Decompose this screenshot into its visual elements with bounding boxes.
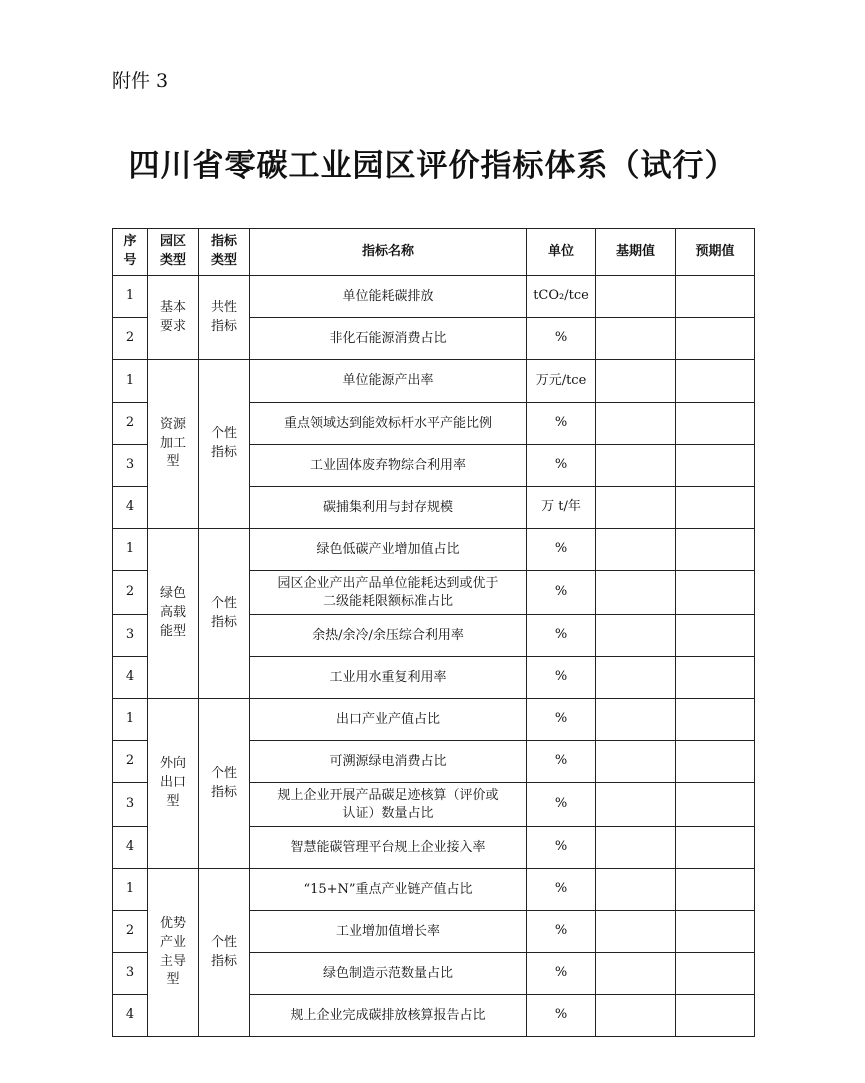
cell-target-value[interactable] bbox=[676, 445, 755, 487]
cell-indicator-name: 非化石能源消费占比 bbox=[250, 318, 527, 360]
cell-base-value[interactable] bbox=[596, 529, 676, 571]
cell-indicator-name: “15+N”重点产业链产值占比 bbox=[250, 869, 527, 911]
cell-indicator-name: 单位能源产出率 bbox=[250, 360, 527, 403]
cell-base-value[interactable] bbox=[596, 445, 676, 487]
cell-unit: tCO₂/tce bbox=[527, 276, 596, 318]
cell-seq: 4 bbox=[113, 487, 148, 529]
header-park-type: 园区 类型 bbox=[148, 229, 199, 276]
cell-seq: 3 bbox=[113, 445, 148, 487]
cell-unit: % bbox=[527, 657, 596, 699]
cell-unit: % bbox=[527, 995, 596, 1037]
table-row bbox=[113, 529, 755, 571]
cell-seq: 2 bbox=[113, 318, 148, 360]
table-row bbox=[113, 869, 755, 911]
indicator-table bbox=[112, 228, 755, 1037]
cell-indicator-name: 单位能耗碳排放 bbox=[250, 276, 527, 318]
cell-base-value[interactable] bbox=[596, 911, 676, 953]
header-unit: 单位 bbox=[527, 229, 596, 276]
cell-unit: % bbox=[527, 529, 596, 571]
cell-unit: % bbox=[527, 571, 596, 615]
cell-target-value[interactable] bbox=[676, 911, 755, 953]
cell-base-value[interactable] bbox=[596, 995, 676, 1037]
cell-indicator-name: 工业增加值增长率 bbox=[250, 911, 527, 953]
cell-unit: % bbox=[527, 869, 596, 911]
header-base-value: 基期值 bbox=[596, 229, 676, 276]
cell-target-value[interactable] bbox=[676, 869, 755, 911]
cell-base-value[interactable] bbox=[596, 318, 676, 360]
cell-indicator-name: 重点领域达到能效标杆水平产能比例 bbox=[250, 403, 527, 445]
cell-indicator-name: 智慧能碳管理平台规上企业接入率 bbox=[250, 827, 527, 869]
cell-seq: 3 bbox=[113, 783, 148, 827]
cell-seq: 3 bbox=[113, 615, 148, 657]
cell-target-value[interactable] bbox=[676, 827, 755, 869]
cell-seq: 3 bbox=[113, 953, 148, 995]
cell-base-value[interactable] bbox=[596, 783, 676, 827]
table-header-row bbox=[113, 229, 755, 276]
cell-target-value[interactable] bbox=[676, 995, 755, 1037]
cell-park-type: 外向 出口 型 bbox=[148, 699, 199, 869]
cell-seq: 4 bbox=[113, 657, 148, 699]
cell-base-value[interactable] bbox=[596, 657, 676, 699]
cell-target-value[interactable] bbox=[676, 318, 755, 360]
cell-target-value[interactable] bbox=[676, 529, 755, 571]
header-indicator-type: 指标 类型 bbox=[199, 229, 250, 276]
cell-target-value[interactable] bbox=[676, 276, 755, 318]
cell-target-value[interactable] bbox=[676, 487, 755, 529]
cell-seq: 1 bbox=[113, 276, 148, 318]
cell-target-value[interactable] bbox=[676, 657, 755, 699]
cell-indicator-name: 碳捕集利用与封存规模 bbox=[250, 487, 527, 529]
table-body bbox=[113, 276, 755, 1037]
table-row bbox=[113, 699, 755, 741]
cell-seq: 1 bbox=[113, 699, 148, 741]
cell-base-value[interactable] bbox=[596, 827, 676, 869]
cell-base-value[interactable] bbox=[596, 276, 676, 318]
cell-unit: % bbox=[527, 445, 596, 487]
header-target-value: 预期值 bbox=[676, 229, 755, 276]
cell-base-value[interactable] bbox=[596, 360, 676, 403]
cell-indicator-name: 园区企业产出产品单位能耗达到或优于 二级能耗限额标准占比 bbox=[250, 571, 527, 615]
cell-indicator-name: 工业固体废弃物综合利用率 bbox=[250, 445, 527, 487]
cell-base-value[interactable] bbox=[596, 615, 676, 657]
cell-indicator-name: 绿色低碳产业增加值占比 bbox=[250, 529, 527, 571]
cell-seq: 2 bbox=[113, 403, 148, 445]
cell-unit: % bbox=[527, 783, 596, 827]
cell-target-value[interactable] bbox=[676, 571, 755, 615]
cell-target-value[interactable] bbox=[676, 360, 755, 403]
header-seq: 序 号 bbox=[113, 229, 148, 276]
cell-base-value[interactable] bbox=[596, 699, 676, 741]
cell-base-value[interactable] bbox=[596, 869, 676, 911]
cell-unit: % bbox=[527, 318, 596, 360]
cell-indicator-name: 绿色制造示范数量占比 bbox=[250, 953, 527, 995]
cell-indicator-name: 可溯源绿电消费占比 bbox=[250, 741, 527, 783]
cell-indicator-name: 出口产业产值占比 bbox=[250, 699, 527, 741]
page-title: 四川省零碳工业园区评价指标体系（试行） bbox=[128, 148, 737, 184]
cell-unit: % bbox=[527, 403, 596, 445]
cell-target-value[interactable] bbox=[676, 741, 755, 783]
cell-seq: 4 bbox=[113, 995, 148, 1037]
cell-park-type: 优势 产业 主导 型 bbox=[148, 869, 199, 1037]
cell-seq: 2 bbox=[113, 911, 148, 953]
cell-base-value[interactable] bbox=[596, 487, 676, 529]
cell-indicator-type: 个性 指标 bbox=[199, 869, 250, 1037]
cell-indicator-type: 个性 指标 bbox=[199, 529, 250, 699]
cell-base-value[interactable] bbox=[596, 403, 676, 445]
cell-seq: 1 bbox=[113, 529, 148, 571]
cell-seq: 1 bbox=[113, 869, 148, 911]
cell-target-value[interactable] bbox=[676, 615, 755, 657]
cell-indicator-type: 共性 指标 bbox=[199, 276, 250, 360]
cell-indicator-name: 规上企业开展产品碳足迹核算（评价或 认证）数量占比 bbox=[250, 783, 527, 827]
cell-target-value[interactable] bbox=[676, 403, 755, 445]
cell-seq: 4 bbox=[113, 827, 148, 869]
cell-seq: 1 bbox=[113, 360, 148, 403]
cell-target-value[interactable] bbox=[676, 783, 755, 827]
table-row bbox=[113, 360, 755, 403]
cell-unit: 万 t/年 bbox=[527, 487, 596, 529]
cell-unit: % bbox=[527, 741, 596, 783]
cell-indicator-name: 余热/余冷/余压综合利用率 bbox=[250, 615, 527, 657]
cell-seq: 2 bbox=[113, 741, 148, 783]
cell-park-type: 绿色 高载 能型 bbox=[148, 529, 199, 699]
header-indicator-name: 指标名称 bbox=[250, 229, 527, 276]
cell-unit: % bbox=[527, 827, 596, 869]
cell-indicator-name: 工业用水重复利用率 bbox=[250, 657, 527, 699]
cell-unit: % bbox=[527, 911, 596, 953]
cell-indicator-name: 规上企业完成碳排放核算报告占比 bbox=[250, 995, 527, 1037]
cell-target-value[interactable] bbox=[676, 699, 755, 741]
cell-park-type: 资源 加工 型 bbox=[148, 360, 199, 529]
cell-seq: 2 bbox=[113, 571, 148, 615]
attachment-label: 附件 3 bbox=[112, 70, 169, 92]
cell-indicator-type: 个性 指标 bbox=[199, 699, 250, 869]
cell-indicator-type: 个性 指标 bbox=[199, 360, 250, 529]
cell-unit: % bbox=[527, 615, 596, 657]
cell-target-value[interactable] bbox=[676, 953, 755, 995]
cell-base-value[interactable] bbox=[596, 741, 676, 783]
cell-base-value[interactable] bbox=[596, 953, 676, 995]
cell-park-type: 基本 要求 bbox=[148, 276, 199, 360]
cell-unit: % bbox=[527, 699, 596, 741]
cell-base-value[interactable] bbox=[596, 571, 676, 615]
table-row bbox=[113, 276, 755, 318]
cell-unit: 万元/tce bbox=[527, 360, 596, 403]
cell-unit: % bbox=[527, 953, 596, 995]
